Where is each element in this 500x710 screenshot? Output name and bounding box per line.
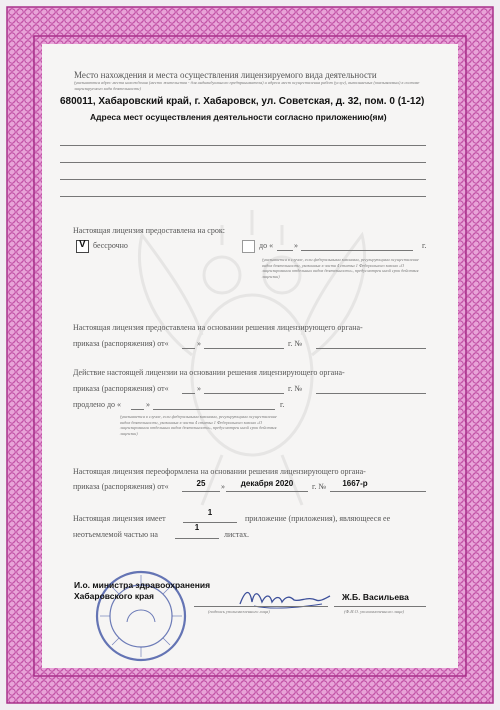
- term-label: Настоящая лицензия предоставлена на срок:: [73, 226, 225, 235]
- basis-month-line: [204, 348, 284, 349]
- address-line-2: [60, 162, 426, 163]
- address-line-3: [60, 179, 426, 180]
- basis-number-label: г. №: [288, 339, 303, 348]
- address-label-note: (указываются адрес места нахождения (место жительства - для индивидуального предпринимателя) и адреса мест осуществления работ (услуг), выполняемых (оказываемых) в составе лицензируемого вида деятельности): [74, 80, 420, 91]
- until-close: »: [294, 241, 298, 250]
- validity-order-label: приказа (распоряжения) от«: [73, 384, 169, 393]
- fio-caption: (Ф.И.О. уполномоченного лица): [344, 609, 405, 614]
- until-label: до «: [259, 241, 274, 250]
- appendix-line-1-b: приложение (приложения), являющееся ее: [245, 514, 391, 523]
- official-title-line-1: И.о. министра здравоохранения: [74, 580, 211, 590]
- check-mark: V: [79, 239, 86, 250]
- address-line-1: [60, 145, 426, 146]
- extended-label: продлено до «: [73, 400, 122, 409]
- term-note: (указывается в случае, если федеральными законами, регулирующими осуществление видов деятельности, указанных в части 4 статьи 1 Федерального закона «О лицензировании отдельных видов деятельности», предусмотрен иной срок действия лицензии): [262, 257, 419, 279]
- signature-caption: (подпись уполномоченного лица): [208, 609, 270, 614]
- validity-close: »: [197, 384, 201, 393]
- validity-month-line: [204, 393, 284, 394]
- reissue-month: декабря 2020: [240, 479, 294, 488]
- reissue-day-line: [182, 491, 220, 492]
- official-title-line-2: Хабаровского края: [74, 591, 154, 601]
- validity-number-line: [316, 393, 426, 394]
- address-label: Место нахождения и места осуществления лицензируемого вида деятельности: [74, 70, 377, 80]
- extended-day-line: [131, 409, 144, 410]
- appendix-line-2-a: неотъемлемой частью на: [73, 530, 158, 539]
- address-value: 680011, Хабаровский край, г. Хабаровск, ул. Советская, д. 32, пом. 0 (1-12): [60, 96, 425, 107]
- fio-line: [334, 606, 426, 607]
- extended-month-line: [153, 409, 275, 410]
- reissue-order-label: приказа (распоряжения) от«: [73, 482, 169, 491]
- extended-year: г.: [280, 400, 285, 409]
- appendix-count: 1: [207, 508, 213, 517]
- basis-order-label: приказа (распоряжения) от«: [73, 339, 169, 348]
- reissue-number-label: г. №: [312, 482, 327, 491]
- until-checkbox[interactable]: [242, 240, 255, 253]
- appendix-sheets: 1: [194, 523, 200, 532]
- reissue-number-line: [330, 491, 426, 492]
- until-year: г.: [422, 241, 427, 250]
- basis-day-line: [182, 348, 195, 349]
- appendix-line-1-a: Настоящая лицензия имеет: [73, 514, 166, 523]
- extended-close: »: [146, 400, 150, 409]
- basis-line-1: Настоящая лицензия предоставлена на основании решения лицензирующего органа-: [73, 323, 363, 332]
- signature-line: [194, 606, 328, 607]
- signature-icon: [236, 584, 332, 612]
- appendix-sheets-line: [175, 538, 219, 539]
- validity-line-1: Действие настоящей лицензии на основании решения лицензирующего органа-: [73, 368, 345, 377]
- reissue-number: 1667-р: [342, 479, 368, 488]
- reissue-close: »: [221, 482, 225, 491]
- extended-note: (указывается в случае, если федеральными законами, регулирующими осуществление видов деятельности, указанных в части 4 статьи 1 Федерального закона «О лицензировании отдельных видов деятельности», предусмотрен иной срок действия лицензии): [120, 414, 277, 436]
- appendix-line-2-b: листах.: [224, 530, 249, 539]
- signer-name: Ж.Б. Васильева: [342, 592, 409, 602]
- basis-number-line: [316, 348, 426, 349]
- basis-close: »: [197, 339, 201, 348]
- until-day-line: [277, 250, 293, 251]
- until-month-line: [301, 250, 413, 251]
- validity-number-label: г. №: [288, 384, 303, 393]
- address-line-4: [60, 196, 426, 197]
- reissue-month-line: [226, 491, 308, 492]
- address-note: Адреса мест осуществления деятельности согласно приложению(ям): [90, 112, 387, 122]
- reissue-day: 25: [196, 479, 206, 488]
- reissue-line-1: Настоящая лицензия переоформлена на основании решения лицензирующего органа-: [73, 467, 366, 476]
- validity-day-line: [182, 393, 195, 394]
- watermark-emblem-icon: [112, 205, 392, 525]
- unlimited-label: бессрочно: [93, 241, 128, 250]
